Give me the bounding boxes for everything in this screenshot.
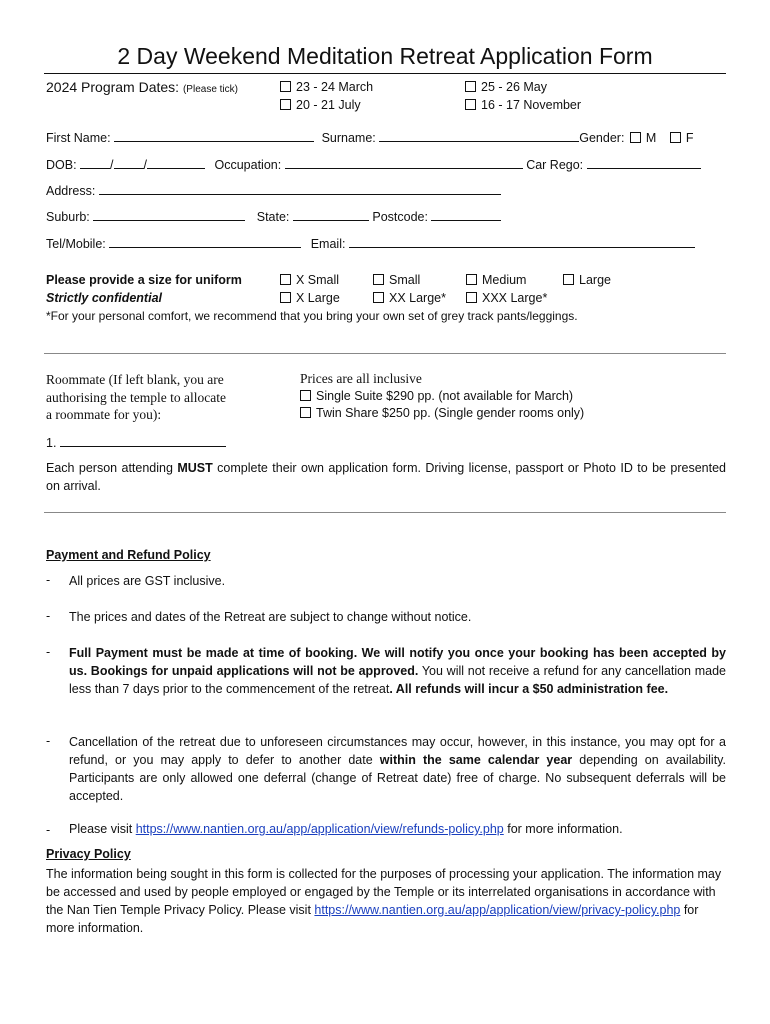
first-name-label: First Name: xyxy=(46,131,111,145)
confidential-label: Strictly confidential xyxy=(46,291,162,305)
bullet-dash: - xyxy=(46,645,51,659)
privacy-policy-link[interactable]: https://www.nantien.org.au/app/application/view/privacy-policy.php xyxy=(314,903,681,917)
size-xl[interactable]: X Large xyxy=(280,291,340,305)
date-option-november[interactable]: 16 - 17 November xyxy=(465,98,581,112)
surname-field[interactable] xyxy=(379,128,579,142)
prices-heading: Prices are all inclusive xyxy=(300,371,422,386)
checkbox[interactable] xyxy=(373,274,384,285)
occupation-field[interactable] xyxy=(285,155,523,169)
privacy-heading: Privacy Policy xyxy=(46,847,131,861)
checkbox[interactable] xyxy=(465,81,476,92)
surname-label: Surname: xyxy=(321,131,376,145)
form-title: 2 Day Weekend Meditation Retreat Application Form xyxy=(117,43,653,69)
bullet-dash: - xyxy=(46,609,51,623)
bullet-dash: - xyxy=(46,573,51,587)
first-name-field[interactable] xyxy=(114,128,314,142)
dob-year-field[interactable] xyxy=(147,155,205,169)
price-option-single[interactable]: Single Suite $290 pp. (not available for March) xyxy=(300,389,573,403)
email-field[interactable] xyxy=(349,234,695,248)
postcode-field[interactable] xyxy=(431,207,501,221)
roommate-text: Roommate (If left blank, you are authorising the temple to allocate a roommate for you): xyxy=(46,372,226,422)
policy-item-payment: Full Payment must be made at time of booking. We will notify you once your booking has been accepted by us. Bookings for unpaid applications will not be approved. You will not receive a refund for any cancellation made less than 7 days prior to the commencement of the retreat. All refunds will incur a $50 administration fee. xyxy=(69,646,726,696)
checkbox[interactable] xyxy=(373,292,384,303)
car-rego-label: Car Rego: xyxy=(526,158,584,172)
postcode-label: Postcode: xyxy=(372,210,428,224)
dob-label: DOB: xyxy=(46,158,77,172)
checkbox[interactable] xyxy=(280,99,291,110)
divider xyxy=(44,353,726,354)
car-rego-field[interactable] xyxy=(587,155,701,169)
checkbox[interactable] xyxy=(280,81,291,92)
gender-m-checkbox[interactable] xyxy=(630,132,641,143)
gender-f-checkbox[interactable] xyxy=(670,132,681,143)
size-l[interactable]: Large xyxy=(563,273,611,287)
refunds-policy-link[interactable]: https://www.nantien.org.au/app/application/view/refunds-policy.php xyxy=(135,822,504,836)
size-s[interactable]: Small xyxy=(373,273,420,287)
checkbox[interactable] xyxy=(300,407,311,418)
uniform-label: Please provide a size for uniform xyxy=(46,273,242,287)
checkbox[interactable] xyxy=(465,99,476,110)
program-label-row xyxy=(46,79,238,95)
privacy-text: The information being sought in this form is collected for the purposes of processing your application. The information may be accessed and used by people employed or engaged by the Temple or its interrelated organisations in accordance with the Nan Tien Temple Privacy Policy. Please visit https://www.nantien.org.au/app/application/view/privacy-policy.php for more information. xyxy=(46,867,722,935)
checkbox[interactable] xyxy=(280,292,291,303)
size-xxl[interactable]: XX Large* xyxy=(373,291,446,305)
checkbox[interactable] xyxy=(300,390,311,401)
program-hint: (Please tick) xyxy=(182,84,238,95)
policy-item-gst: All prices are GST inclusive. xyxy=(69,574,226,588)
bullet-dash: - xyxy=(46,734,51,748)
checkbox[interactable] xyxy=(280,274,291,285)
name-row: First Name: Surname: Gender: M F xyxy=(46,128,693,145)
bullet-dash: - xyxy=(46,823,51,837)
title-rule xyxy=(44,73,726,74)
checkbox[interactable] xyxy=(563,274,574,285)
address-row xyxy=(46,181,501,198)
occupation-label: Occupation: xyxy=(214,158,282,172)
tel-label: Tel/Mobile: xyxy=(46,237,106,251)
divider xyxy=(44,512,726,513)
dob-day-field[interactable] xyxy=(80,155,110,169)
policy-item-cancellation: Cancellation of the retreat due to unforeseen circumstances may occur, however, in this instance, you may opt for a refund, or you may apply to defer to another date within the same calendar year depending on availability. Participants are only allowed one deferral (change of Retreat date) free of charge. No subsequent deferrals will be accepted. xyxy=(69,735,726,803)
date-option-july[interactable]: 20 - 21 July xyxy=(280,98,361,112)
date-option-may[interactable]: 25 - 26 May xyxy=(465,80,547,94)
tel-field[interactable] xyxy=(109,234,301,248)
date-option-march[interactable]: 23 - 24 March xyxy=(280,80,373,94)
attendance-note: Each person attending MUST complete their own application form. Driving license, passport or Photo ID to be presented on arrival. xyxy=(46,461,726,493)
address-label: Address: xyxy=(46,184,96,198)
uniform-note: *For your personal comfort, we recommend that you bring your own set of grey track pants/leggings. xyxy=(46,309,578,323)
policy-item-visit: Please visit https://www.nantien.org.au/app/application/view/refunds-policy.php for more information. xyxy=(69,822,623,836)
policy-item-changes: The prices and dates of the Retreat are subject to change without notice. xyxy=(69,610,472,624)
size-m[interactable]: Medium xyxy=(466,273,526,287)
email-label: Email: xyxy=(310,237,346,251)
tel-row xyxy=(46,234,695,251)
roommate-row: 1. xyxy=(46,433,226,450)
address-field[interactable] xyxy=(99,181,501,195)
suburb-field[interactable] xyxy=(93,207,245,221)
checkbox[interactable] xyxy=(466,292,477,303)
price-option-twin[interactable]: Twin Share $250 pp. (Single gender rooms only) xyxy=(300,406,584,420)
program-label: 2024 Program Dates: xyxy=(46,79,180,95)
state-field[interactable] xyxy=(293,207,369,221)
checkbox[interactable] xyxy=(466,274,477,285)
size-xs[interactable]: X Small xyxy=(280,273,339,287)
size-xxxl[interactable]: XXX Large* xyxy=(466,291,547,305)
state-label: State: xyxy=(256,210,290,224)
roommate-field[interactable] xyxy=(60,433,226,447)
policy-heading: Payment and Refund Policy xyxy=(46,548,211,562)
gender-label: Gender: xyxy=(579,131,625,145)
suburb-label: Suburb: xyxy=(46,210,90,224)
suburb-row xyxy=(46,207,501,224)
dob-row: DOB: / / Occupation: Car Rego: xyxy=(46,155,701,172)
dob-month-field[interactable] xyxy=(114,155,144,169)
